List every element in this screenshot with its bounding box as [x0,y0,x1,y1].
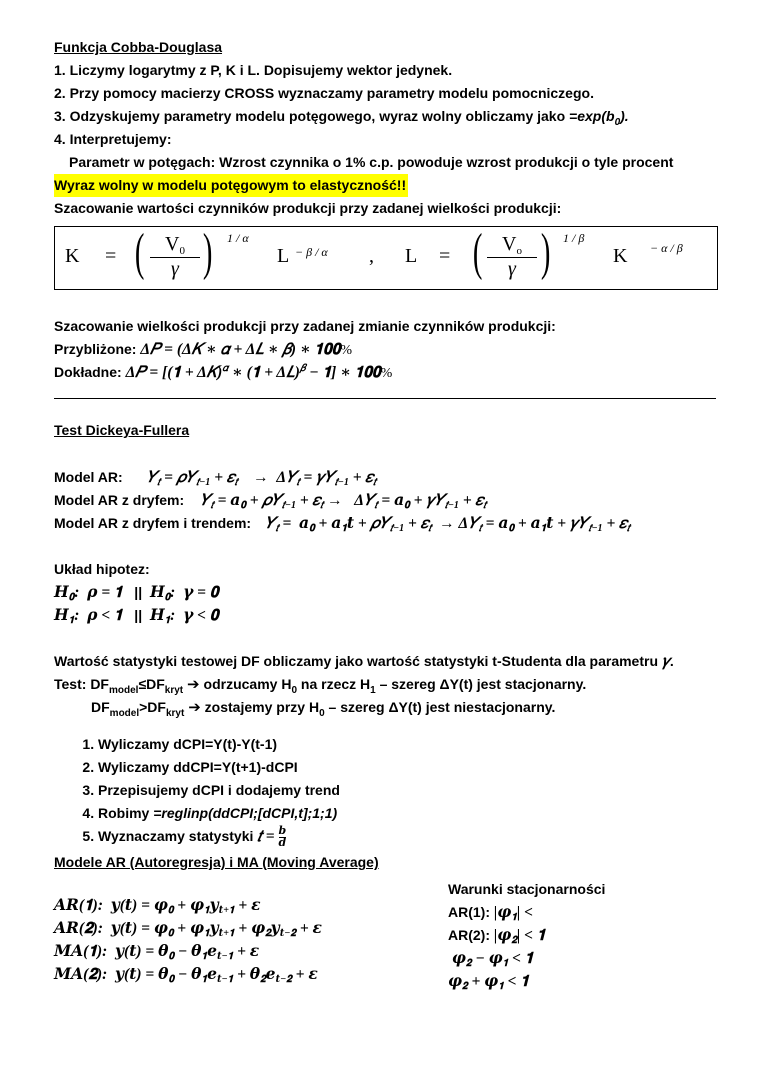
ar1-model: 𝑨𝑹(𝟏): 𝒚(𝒕) = 𝝋$_𝟎$ + 𝝋$_𝟏$𝒚$_{𝒕+𝟏}$ + 𝜺 [54,897,261,916]
ar2-condition-sum: 𝝋$_𝟐$ + 𝝋$_𝟏$ < 𝟏 [448,973,529,992]
exp-beta-alpha: − β / α [295,245,328,259]
paren-left-2: ( [472,224,483,281]
df-steps-list [54,733,718,851]
paren-left: ( [134,224,145,281]
ar2-model: 𝑨𝑹(𝟐): 𝒚(𝒕) = 𝝋$_𝟎$ + 𝝋$_𝟏$𝒚$_{𝒕+𝟏}$ + 𝝋$_𝟐$𝒚$_{𝒕-𝟐}$ + 𝜺 [54,920,322,939]
change-title: Szacowanie wielkości produkcji przy zadanej zmianie czynników produkcji: [54,318,556,334]
cd-step-2: 2. Przy pomocy macierzy CROSS wyznaczamy parametry modelu pomocniczego. [54,85,594,101]
ma2-model: 𝑴𝑨(𝟐): 𝒚(𝒕) = 𝜽$_𝟎$ − 𝜽$_𝟏$𝒆$_{𝒕-𝟏}$ + 𝜽$_𝟐$𝒆$_{𝒕-𝟐}$ + 𝜺 [54,966,318,985]
formula-L: L [277,245,290,267]
arma-section [54,878,718,992]
formula-comma: , [369,245,374,267]
cd-step-4: 4. Interpretujemy: [54,131,172,147]
exact-formula: Dokładne: Δ𝑃 = [(𝟏 + Δ𝐾)$^𝛼$ ∗ (𝟏 + Δ𝐿)$^𝛽$ − 𝟏] ∗ 𝟏𝟎𝟎% [54,362,393,381]
hypotheses-title: Układ hipotez: [54,561,150,577]
approx-formula: Przybliżone: Δ𝑃 = (Δ𝐾 ∗ 𝛼 + Δ𝐿 ∗ 𝛽) ∗ 𝟏𝟎𝟎% [54,341,353,358]
arma-title: Modele AR (Autoregresja) i MA (Moving Average) [54,854,379,870]
df-step-5: 5. Wyznaczamy statystyki 𝑡 = 𝒃 𝒅 [98,825,718,851]
stationarity-conditions [448,878,605,993]
df-step-1: 1. Wyliczamy dCPI=Y(t)-Y(t-1) [98,733,718,756]
cobb-douglas-title: Funkcja Cobba-Douglasa [54,39,223,55]
df-step-4: 4. Robimy =reglinp(ddCPI;[dCPI,t];1;1) [98,802,718,825]
hypothesis-h0: 𝑯$_𝟎$: 𝝆 = 𝟏 || 𝑯$_𝟎$: 𝜸 = 𝟎 [54,584,219,603]
formula-K: K [65,245,80,267]
factor-formula-box [54,226,718,290]
ar2-condition-diff: 𝝋$_𝟐$ − 𝝋$_𝟏$ < 𝟏 [448,950,534,969]
formula-K2: K [613,245,628,267]
df-test-accept: $DF_{model}>DF_{kryt}$ ➔ zostajemy przy $H_0$ – szereg ΔY(t) jest niestacjonarny. [91,699,556,719]
paren-right: ) [202,224,213,281]
df-statistic-text: Wartość statystyki testowej DF obliczamy jako wartość statystyki t-Studenta dla parametru 𝛾. [54,653,674,670]
cd-step-3: 3. Odzyskujemy parametry modelu potęgowego, wyraz wolny obliczamy jako $=\exp(b_0)$. [54,108,629,128]
arma-models [54,878,718,986]
formula-eq2: = [439,245,451,267]
model-ar-dryf: Model AR z dryfem: 𝑌$_𝑡$ = 𝒂$_𝟎$ + 𝜌𝑌$_{𝑡-1}$ + 𝜀$_𝑡$ → Δ𝑌$_𝑡$ = 𝒂$_𝟎$ + 𝛾𝑌$_{𝑡-1}$ + 𝜀$_𝑡$ [54,492,487,511]
model-ar-dryf-trend: Model AR z dryfem i trendem: 𝑌$_𝑡$ = 𝒂$_𝟎$ + 𝒂$_𝟏$𝒕 + 𝜌𝑌$_{𝑡-1}$ + 𝜀$_𝑡$ → Δ𝑌$_𝑡$ = 𝒂$_𝟎$ + 𝒂$_𝟏$𝒕 + 𝛾𝑌$_{𝑡-1}$ + 𝜀$_𝑡$ [54,515,630,534]
dickey-fuller-title: Test Dickeya-Fullera [54,422,190,438]
model-ar: Model AR: 𝑌$_𝑡$ = 𝜌𝑌$_{𝑡-1}$ + 𝜀$_𝑡$ → Δ𝑌$_𝑡$ = 𝛾𝑌$_{𝑡-1}$ + 𝜀$_𝑡$ [54,469,377,488]
df-test-reject: Test: $DF_{model}\le DF_{kryt}$ ➔ odrzucamy $H_0$ na rzecz $H_1$ – szereg ΔY(t) jest stacjonarny. [54,676,587,696]
df-step-2: 2. Wyliczamy ddCPI=Y(t+1)-dCPI [98,756,718,779]
stationarity-title: Warunki stacjonarności [448,881,606,897]
document-page [54,36,718,992]
exp-1-alpha: 1 / α [227,231,249,245]
cd-step-1: 1. Liczymy logarytmy z P, K i L. Dopisujemy wektor jedynek. [54,62,453,78]
exp-alpha-beta: − α / β [650,241,683,255]
cd-interpretation: Parametr w potęgach: Wzrost czynnika o 1% c.p. powoduje wzrost produkcji o tyle procent [69,154,674,170]
frac-V0-gamma: $\frac{V_0}{\gamma}$ [150,233,200,281]
cd-highlight: Wyraz wolny w modelu potęgowym to elastyczność!! [54,174,718,197]
paren-right-2: ) [540,224,551,281]
formula-eq: = [105,245,117,267]
ma1-model: 𝑴𝑨(𝟏): 𝒚(𝒕) = 𝜽$_𝟎$ − 𝜽$_𝟏$𝒆$_{𝒕-𝟏}$ + 𝜺 [54,943,260,962]
df-step-3: 3. Przepisujemy dCPI i dodajemy trend [98,779,718,802]
exp-1-beta: 1 / β [563,231,585,245]
hypothesis-h1: 𝑯$_𝟏$: 𝝆 < 𝟏 || 𝑯$_𝟏$: 𝜸 < 𝟎 [54,607,219,626]
frac-Vo-gamma: $\frac{V_o}{\gamma}$ [487,233,537,281]
estimate-title: Szacowanie wartości czynników produkcji przy zadanej wielkości produkcji: [54,200,562,216]
ar2-condition: AR(2): |𝝋$_𝟐$| < 𝟏 [448,927,546,946]
ar1-condition: AR(1): |𝝋$_𝟏$| < [448,904,534,923]
formula-L2: L [405,245,418,267]
